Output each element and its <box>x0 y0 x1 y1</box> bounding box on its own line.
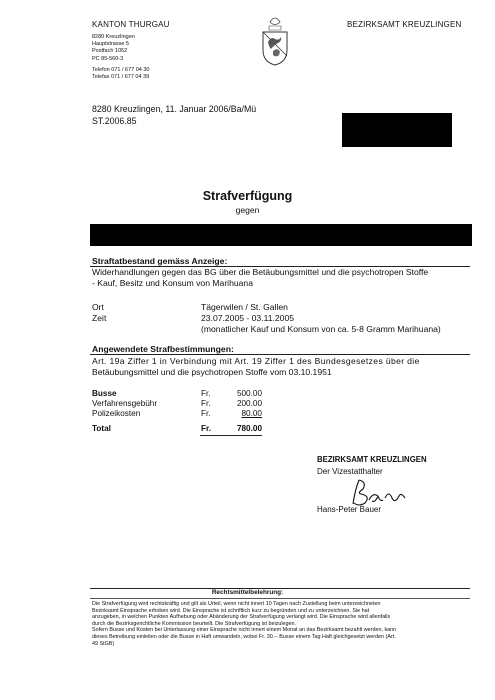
total-row <box>92 424 262 434</box>
offense-heading: Straftatbestand gemäss Anzeige: <box>92 256 228 266</box>
fee-label: Busse <box>92 389 117 398</box>
legal-line: 49 StGB) <box>92 640 115 647</box>
address-block <box>92 34 150 81</box>
fee-label: Polizeikosten <box>92 409 141 418</box>
address-line: PC 85-560-3 <box>92 55 124 62</box>
canton-title: KANTON THURGAU <box>92 20 170 29</box>
total-label: Total <box>92 424 111 433</box>
fee-amount: 200.00 <box>236 399 262 408</box>
document-title: Strafverfügung <box>202 189 293 203</box>
legal-line: Bezirksamt Einsprache erhoben wird. Die Einsprache ist schriftlich kurz zu begründen und zu unterzeichnen. Sie hat <box>92 607 370 614</box>
zeit-note: (monatlicher Kauf und Konsum von ca. 5-8 Gramm Marihuana) <box>201 324 441 334</box>
divider <box>90 354 470 355</box>
legal-heading: Rechtsmittelbelehrung: <box>211 589 284 596</box>
legal-line: Sofern Busse und Kosten bei Unterlassung einer Einsprache nicht innert einem Monat an das Bezirksamt bezahlt werden, kann <box>92 627 397 634</box>
fee-currency: Fr. <box>201 399 211 408</box>
signature-office: BEZIRKSAMT KREUZLINGEN <box>317 455 427 464</box>
signature-name: Hans-Peter Bauer <box>317 505 382 514</box>
fee-currency: Fr. <box>201 389 211 398</box>
zeit-value: 23.07.2005 - 03.11.2005 <box>201 313 295 323</box>
total-currency: Fr. <box>201 424 212 433</box>
fee-currency: Fr. <box>201 409 211 418</box>
reference-number: ST.2006.85 <box>92 116 137 126</box>
offense-line: - Kauf, Besitz und Konsum von Marihuana <box>92 278 253 288</box>
telefax: Telefax 071 / 677 04 39 <box>92 74 150 81</box>
fee-row <box>92 389 262 399</box>
legal-line: anzugeben, in welchen Punkten Aufhebung oder Abänderung der Strafverfügung verlangt wird. Die Einsprache wird allenfalls <box>92 614 391 621</box>
legal-text <box>92 601 470 647</box>
legal-line: dieses Betreibung einleiten oder die Busse in Haft umwandeln, wobei Fr. 30.-- Busse einem Tag Haft gleichgesetzt werden (Art. <box>92 633 396 640</box>
signature-role: Der Vizestatthalter <box>317 467 383 476</box>
place-date: 8280 Kreuzlingen, 11. Januar 2006/Ba/Mü <box>92 104 257 114</box>
fee-amount: 80.00 <box>241 409 262 418</box>
fee-label: Verfahrensgebühr <box>92 399 158 408</box>
total-underline <box>200 435 262 436</box>
fee-amount: 500.00 <box>236 389 262 398</box>
ort-label: Ort <box>92 302 104 312</box>
zeit-label: Zeit <box>92 313 107 323</box>
divider <box>90 598 470 599</box>
fee-row <box>92 399 262 409</box>
document-subtitle: gegen <box>235 205 260 215</box>
total-amount: 780.00 <box>236 424 262 433</box>
address-line: Hauptstrasse 5 <box>92 41 129 48</box>
coat-of-arms-icon <box>259 10 291 66</box>
offense-line: Widerhandlungen gegen das BG über die Betäubungsmittel und die psychotropen Stoffe <box>92 267 429 277</box>
legal-line: durch die Bezirksgerichtliche Kommission beurteilt. Die Strafverfügung ist beizulegen. <box>92 620 297 627</box>
law-heading: Angewendete Strafbestimmungen: <box>92 344 234 354</box>
law-line: Art. 19a Ziffer 1 in Verbindung mit Art. 19 Ziffer 1 des Bundesgesetzes über die <box>92 356 420 366</box>
law-line: Betäubungsmittel und die psychotropen Stoffe vom 03.10.1951 <box>92 367 332 377</box>
address-line: 8280 Kreuzlingen <box>92 34 135 40</box>
legal-line: Die Strafverfügung wird rechtskräftig und gilt als Urteil, wenn nicht innert 10 Tagen nach Zustellung beim unterzeichneten <box>92 601 381 607</box>
address-line: Postfach 1052 <box>92 48 128 55</box>
telefon: Telefon 071 / 677 04 30 <box>92 66 150 73</box>
redacted-name <box>90 224 472 246</box>
redacted-recipient <box>342 113 452 147</box>
office-title: BEZIRKSAMT KREUZLINGEN <box>347 20 462 29</box>
ort-value: Tägerwilen / St. Gallen <box>201 302 288 312</box>
fee-row <box>92 409 262 419</box>
